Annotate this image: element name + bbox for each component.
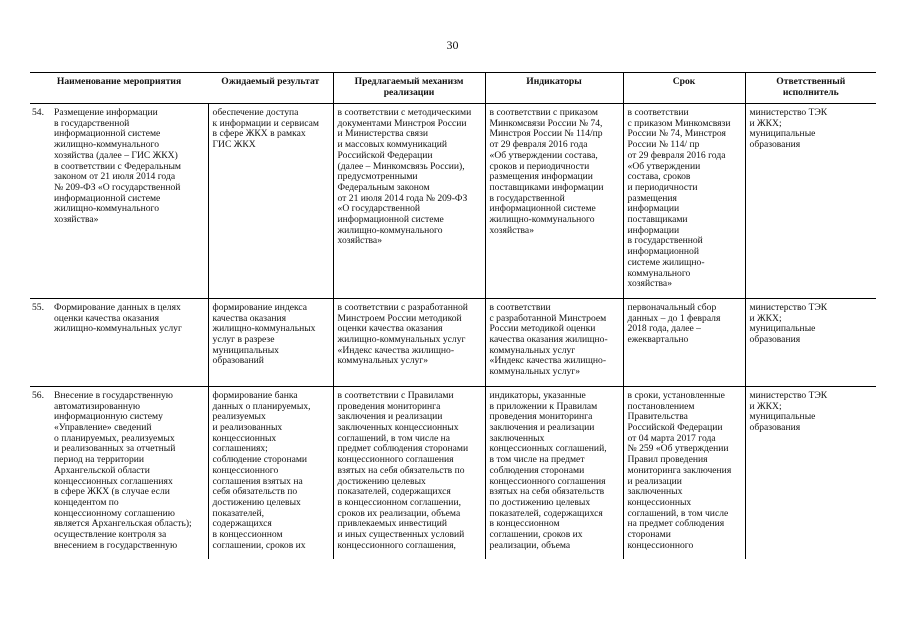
term: в соответствии с приказом Минкомсвязи России № 74, Минстроя России № 114/ пр от 29 февраля 2016 года «Об утверждении состава, сроков и периодичности размещения информации поставщиками информации в государственной информационной системе жилищно- коммунального хозяйства» (623, 104, 745, 299)
mechanism: в соответствии с разработанной Минстроем России методикой оценки качества оказания жилищно-коммунальных услуг «Индекс качества жилищно- коммунальных услуг» (333, 298, 485, 386)
measure-name: Размещение информации в государственной информационной системе жилищно-коммунального хозяйства (далее – ГИС ЖКХ) в соответствии с Федеральным законом от 21 июля 2014 года № 209-ФЗ «О государственной информационной системе жилищно-коммунального хозяйства» (54, 107, 181, 226)
header-measure-name: Наименование мероприятия (30, 73, 208, 104)
expected-result: формирование индекса качества оказания жилищно-коммунальных услуг в разрезе муниципальных образований (208, 298, 333, 386)
header-responsible: Ответственный исполнитель (745, 73, 876, 104)
term: первоначальный сбор данных – до 1 февраля 2018 года, далее – ежеквартально (623, 298, 745, 386)
row-number: 55. (30, 298, 54, 386)
indicators: в соответствии с приказом Минкомсвязи России № 74, Минстроя России № 114/пр от 29 февраля 2016 года «Об утверждении состава, сроков и периодичности размещения информации поставщиками информации в государственной информационной системе жилищно-коммунального хозяйства» (485, 104, 623, 299)
row-number: 54. (32, 107, 44, 118)
measure-name: Формирование данных в целях оценки качества оказания жилищно-коммунальных услуг (54, 298, 208, 386)
header-mechanism: Предлагаемый механизм реализации (333, 73, 485, 104)
header-indicators: Индикаторы (485, 73, 623, 104)
responsible: министерство ТЭК и ЖКХ; муниципальные образования (745, 386, 876, 559)
measures-table (30, 72, 876, 559)
indicators: в соответствии с разработанной Минстроем России методикой оценки качества оказания жилищно- коммунальных услуг «Индекс качества жилищно- коммунальных услуг» (485, 298, 623, 386)
expected-result: формирование банка данных о планируемых, реализуемых и реализованных концессионных соглашениях; соблюдение сторонами концессионного соглашения взятых на себя обязательств по достижению целевых показателей, содержащихся в концессионном соглашении, сроков их (208, 386, 333, 559)
page-number: 30 (446, 38, 459, 52)
header-term: Срок (623, 73, 745, 104)
term: в сроки, установленные постановлением Правительства Российской Федерации от 04 марта 2017 года № 259 «Об утверждении Правил проведения мониторинга заключения и реализации заключенных концессионных соглашений, в том числе на предмет соблюдения сторонами концессионного (623, 386, 745, 559)
table-row (30, 104, 876, 299)
expected-result: обеспечение доступа к информации и сервисам в сфере ЖКХ в рамках ГИС ЖКХ (208, 104, 333, 299)
indicators: индикаторы, указанные в приложении к Правилам проведения мониторинга заключения и реализации заключенных концессионных соглашений, в том числе на предмет соблюдения сторонами концессионного соглашения взятых на себя обязательств по достижению целевых показателей, содержащихся в концессионном соглашении, сроков их реализации, объема (485, 386, 623, 559)
mechanism: в соответствии с Правилами проведения мониторинга заключения и реализации заключенных концессионных соглашений, в том числе на предмет соблюдения сторонами концессионного соглашения взятых на себя обязательств по достижению целевых показателей, содержащихся в концессионном соглашении, сроков их реализации, объема привлекаемых инвестиций и иных существенных условий концессионного соглашения, (333, 386, 485, 559)
table-row (30, 298, 876, 386)
responsible: министерство ТЭК и ЖКХ; муниципальные образования (745, 298, 876, 386)
header-expected-result: Ожидаемый результат (208, 73, 333, 104)
table-row (30, 386, 876, 559)
measure-name: Внесение в государственную автоматизированную информационную систему «Управление» сведений о планируемых, реализуемых и реализованных за отчетный период на территории Архангельской области концессионных соглашениях в сфере ЖКХ (в случае если концедентом по концессионному соглашению является Архангельская область); осуществление контроля за внесением в государственную (54, 386, 208, 559)
table-header-row (30, 73, 876, 104)
row-number: 56. (30, 386, 54, 559)
responsible: министерство ТЭК и ЖКХ; муниципальные образования (745, 104, 876, 299)
mechanism: в соответствии с методическими документами Минстроя России и Министерства связи и массовых коммуникаций Российской Федерации (далее – Минкомсвязь России), предусмотренными Федеральным законом от 21 июля 2014 года № 209-ФЗ «О государственной информационной системе жилищно-коммунального хозяйства» (333, 104, 485, 299)
